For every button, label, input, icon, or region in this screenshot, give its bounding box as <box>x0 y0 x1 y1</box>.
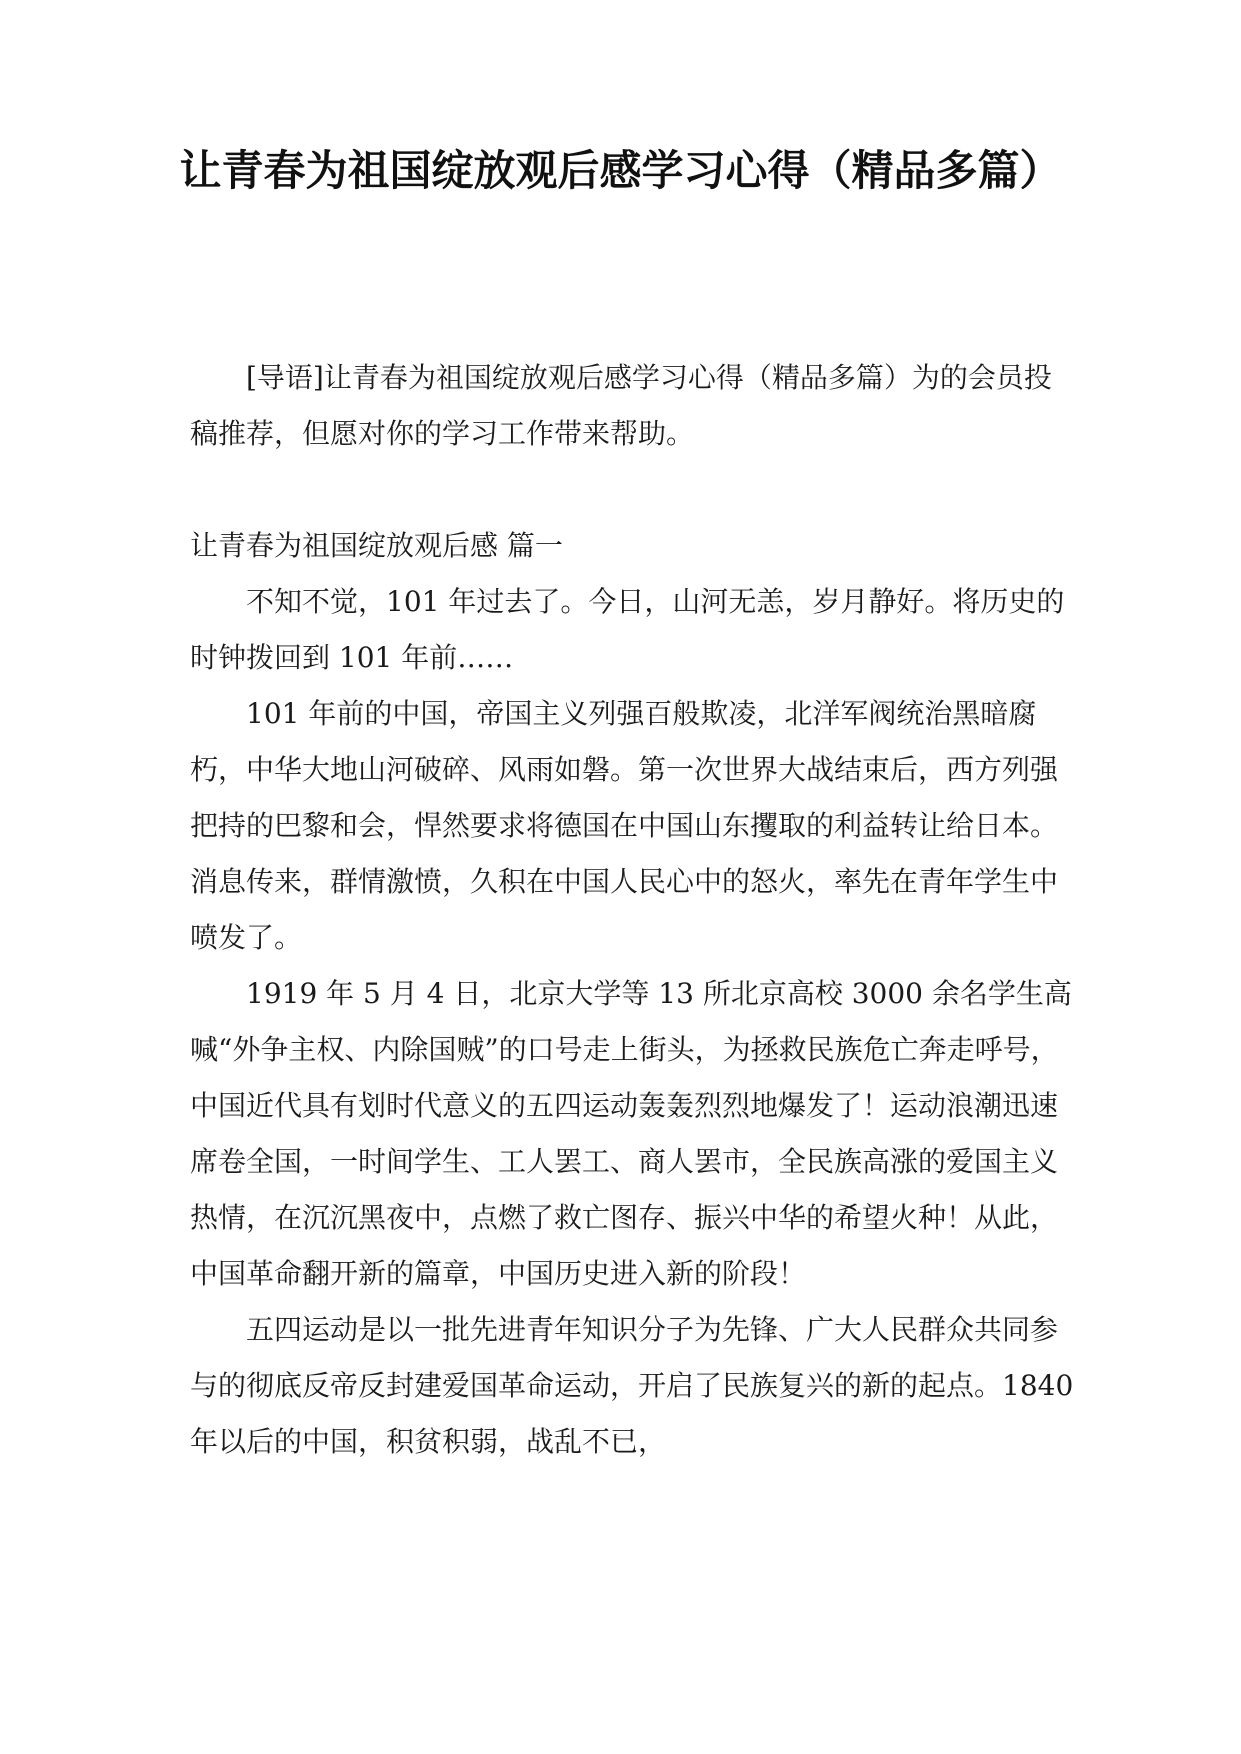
section-heading: 让青春为祖国绽放观后感 篇一 <box>190 529 563 562</box>
document-title: 让青春为祖国绽放观后感学习心得（精品多篇） <box>179 146 1062 195</box>
body-paragraph-3: 1919 年 5 月 4 日，北京大学等 13 所北京高校 3000 余名学生高喊“外争主权、内除国贼”的口号走上街头，为拯救民族危亡奔走呼号，中国近代具有划时代意义的五四运动轰轰烈烈地爆发了！运动浪潮迅速席卷全国，一时间学生、工人罢工、商人罢市，全民族高涨的爱国主义热情，在沉沉黑夜中，点燃了救亡图存、振兴中华的希望火种！从此，中国革命翻开新的篇章，中国历史进入新的阶段！ <box>190 977 1072 1290</box>
body-paragraph-4: 五四运动是以一批先进青年知识分子为先锋、广大人民群众共同参与的彻底反帝反封建爱国革命运动，开启了民族复兴的新的起点。1840 年以后的中国，积贫积弱，战乱不已， <box>190 1313 1074 1458</box>
intro-paragraph: [导语]让青春为祖国绽放观后感学习心得（精品多篇）为的会员投稿推荐，但愿对你的学习工作带来帮助。 <box>190 361 1052 450</box>
body-paragraph-1: 不知不觉，101 年过去了。今日，山河无恙，岁月静好。将历史的时钟拨回到 101 年前…… <box>190 585 1065 674</box>
body-paragraph-2: 101 年前的中国，帝国主义列强百般欺凌，北洋军阀统治黑暗腐朽，中华大地山河破碎、风雨如磐。第一次世界大战结束后，西方列强把持的巴黎和会，悍然要求将德国在中国山东攫取的利益转让给日本。消息传来，群情激愤，久积在中国人民心中的怒火，率先在青年学生中喷发了。 <box>190 697 1059 954</box>
document-body <box>190 350 1076 1470</box>
